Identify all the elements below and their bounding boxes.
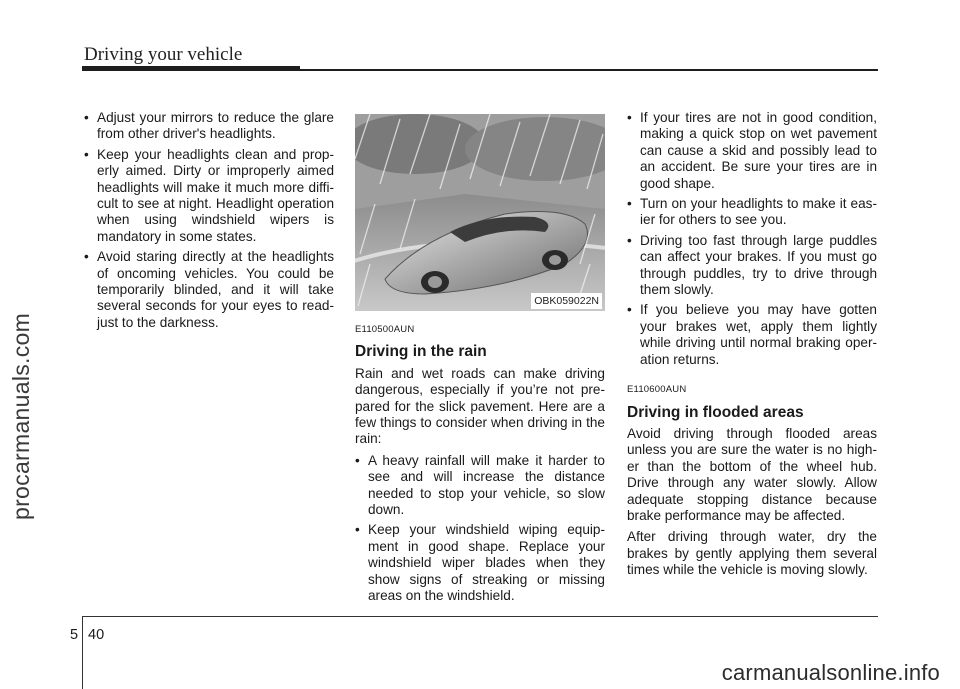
list-item: • If you believe you may have gotten your brakes wet, apply them lightly while driving until normal braking oper-ation returns.: [627, 302, 877, 368]
footer-rule-vertical: [82, 616, 83, 689]
page-number: 40: [88, 627, 105, 643]
header-rule-thin: [300, 69, 878, 71]
footer-rule-horizontal: [82, 616, 878, 617]
paragraph: Avoid driving through flooded areas unless you are sure the water is no high-er than the bottom of the wheel hub. Drive through any water slowly. Allow adequate stopping distance because brake performance may be affected.: [627, 425, 877, 523]
watermark-bottom: carmanualsonline.info: [721, 660, 940, 685]
bullet-list-1: [84, 110, 334, 331]
list-item: • A heavy rainfall will make it harder to see and will increase the distance needed to stop your vehicle, so slow down.: [355, 453, 605, 519]
list-item: • Keep your windshield wiping equip-ment in good shape. Replace your windshield wiper blades when they show signs of streaking or missing areas on the windshield.: [355, 522, 605, 604]
column-3: [627, 110, 877, 584]
rain-car-illustration: [355, 114, 605, 311]
rain-car-image: [355, 114, 605, 311]
list-item: • Adjust your mirrors to reduce the glare from other driver's headlights.: [84, 110, 334, 143]
section-title: Driving in flooded areas: [627, 403, 804, 421]
column-1: [84, 110, 334, 335]
list-item: • If your tires are not in good condition, making a quick stop on wet pavement can cause a skid and possibly lead to an accident. Be sure your tires are in good shape.: [627, 110, 877, 192]
bullet-list-2: [355, 453, 605, 605]
section-title: Driving in the rain: [355, 343, 487, 361]
page-section-number: 5: [70, 627, 79, 643]
list-item: • Avoid staring directly at the headlights of oncoming vehicles. You could be temporarily blinded, and it will take several seconds for your eyes to read-just to the darkness.: [84, 249, 334, 331]
list-item: • Turn on your headlights to make it eas-ier for others to see you.: [627, 196, 877, 229]
bullet-list-3: [627, 110, 877, 368]
paragraph: After driving through water, dry the brakes by gently applying them several times while the vehicle is moving slowly.: [627, 529, 877, 578]
section-code: E110600AUN: [627, 384, 687, 396]
column-2: [355, 110, 605, 609]
watermark-side: procarmanuals.com: [8, 312, 34, 520]
paragraph: Rain and wet roads can make driving dangerous, especially if you’re not pre-pared for the slick pavement. Here are a few things to consider when driving in the rain:: [355, 365, 605, 447]
header-rule-thick: [82, 66, 300, 71]
list-item: • Driving too fast through large puddles can affect your brakes. If you must go through puddles, try to drive through them slowly.: [627, 233, 877, 299]
section-code: E110500AUN: [355, 324, 415, 335]
list-item: • Keep your headlights clean and prop-erly aimed. Dirty or improperly aimed headlights will make it much more diffi-cult to see at night. Headlight operation when using windshield wipers is mandatory in some states.: [84, 147, 334, 245]
header-title: Driving your vehicle: [84, 44, 243, 65]
figure-label: OBK059022N: [531, 293, 602, 309]
